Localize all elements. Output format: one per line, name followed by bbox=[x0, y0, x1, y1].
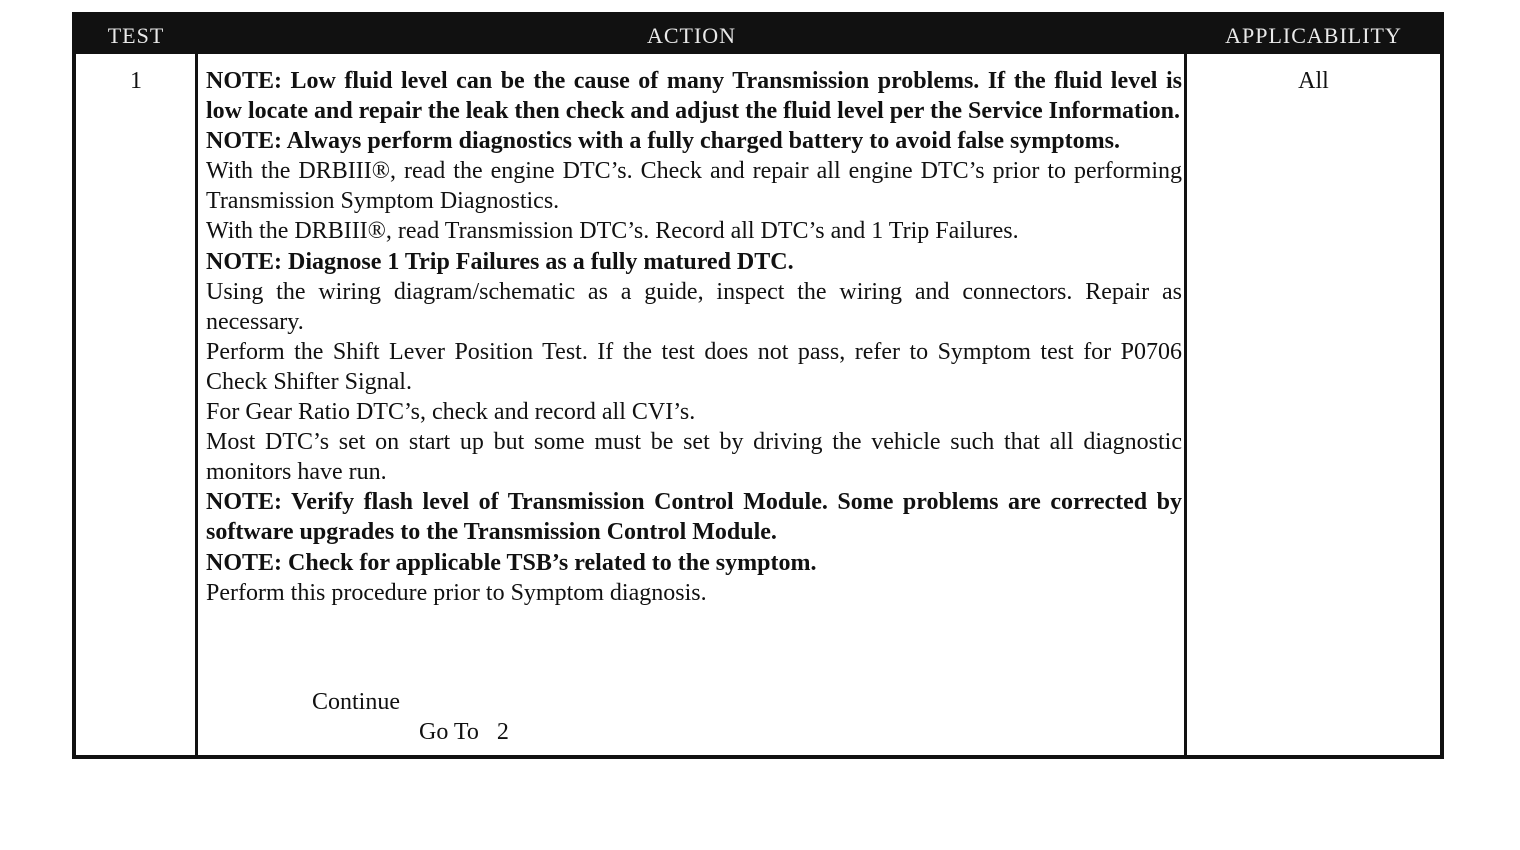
goto-label: Go To bbox=[419, 719, 479, 745]
action-paragraph: Perform this procedure prior to Symptom diagnosis. bbox=[206, 579, 707, 606]
action-paragraph: Perform the Shift Lever Position Test. If the test does not pass, refer to Symptom test for P0706 Check Shifter Signal. bbox=[206, 338, 1182, 395]
action-paragraph: With the DRBIII®, read Transmission DTC’s. Record all DTC’s and 1 Trip Failures. bbox=[206, 218, 1019, 245]
action-paragraph: NOTE: Check for applicable TSB’s related to the symptom. bbox=[206, 549, 817, 576]
continue-label: Continue bbox=[312, 689, 400, 715]
goto-target: 2 bbox=[496, 719, 509, 745]
action-paragraph: NOTE: Always perform diagnostics with a fully charged battery to avoid false symptoms. bbox=[206, 128, 1120, 155]
action-paragraph: Most DTC’s set on start up but some must be set by driving the vehicle such that all diagnostic monitors have run. bbox=[206, 429, 1182, 486]
column-divider-test bbox=[195, 54, 198, 759]
action-paragraph: NOTE: Low fluid level can be the cause of many Transmission problems. If the fluid level is low locate and repair the leak then check and adjust the fluid level per the Service Information. bbox=[206, 68, 1182, 125]
action-text bbox=[206, 66, 1182, 608]
goto-instruction bbox=[419, 719, 509, 746]
applicability-value: All bbox=[1298, 68, 1329, 94]
header-test: TEST bbox=[107, 23, 165, 48]
header-applicability: APPLICABILITY bbox=[1225, 23, 1402, 48]
action-paragraph: NOTE: Verify flash level of Transmission Control Module. Some problems are corrected by software upgrades to the Transmission Control Module. bbox=[206, 489, 1182, 546]
action-paragraph: NOTE: Diagnose 1 Trip Failures as a fully matured DTC. bbox=[206, 248, 794, 275]
action-paragraph: Using the wiring diagram/schematic as a guide, inspect the wiring and connectors. Repair as necessary. bbox=[206, 278, 1182, 335]
table-header bbox=[76, 16, 1440, 54]
column-divider-applicability bbox=[1184, 54, 1187, 759]
diagnostic-table bbox=[72, 12, 1444, 759]
header-action: ACTION bbox=[646, 23, 737, 48]
test-number: 1 bbox=[130, 68, 142, 94]
action-paragraph: With the DRBIII®, read the engine DTC’s. Check and repair all engine DTC’s prior to performing Transmission Symptom Diagnostics. bbox=[206, 158, 1182, 215]
action-paragraph: For Gear Ratio DTC’s, check and record all CVI’s. bbox=[206, 399, 696, 426]
